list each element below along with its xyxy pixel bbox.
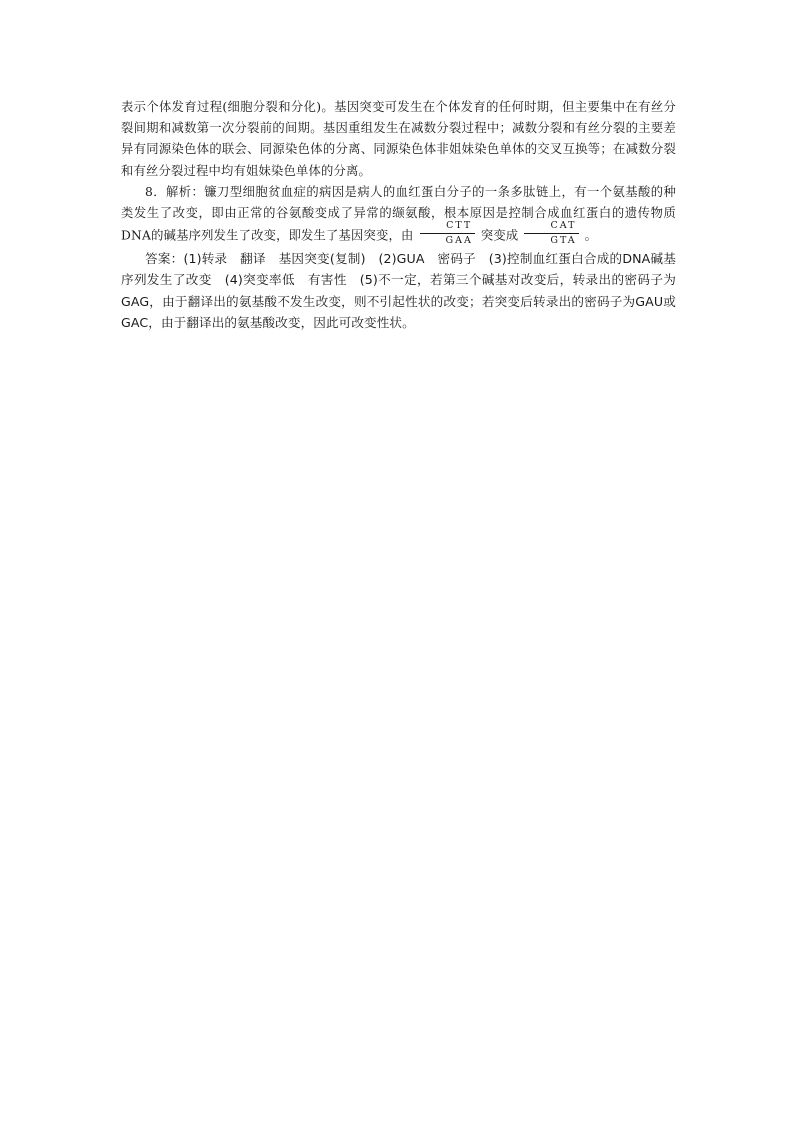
- explanation-text: 表示个体发育过程(细胞分裂和分化)。基因突变可发生在个体发育的任何时期，但主要集中在有丝分裂间期和减数第一次分裂前的间期。基因重组发生在减数分裂过程中；减数分裂和有丝分裂的主要差异有同源染色体的联会、同源染色体的分离、同源染色体非姐妹染色单体的交叉互换等；在减数分裂和有丝分裂过程中均有姐妹染色单体的分离。: [121, 100, 676, 178]
- dna-bottom-strand-mutated: GTA: [550, 234, 577, 246]
- dna-pair-original: [420, 221, 475, 245]
- dna-pair-mutated: [524, 221, 578, 245]
- document-body: [121, 97, 676, 333]
- dna-top-strand-mutated: CAT: [524, 221, 578, 234]
- explanation-paragraph: [121, 97, 676, 182]
- question-8-analysis: [121, 182, 676, 248]
- analysis-text: 8．解析：镰刀型细胞贫血症的病因是病人的血红蛋白分子的一条多肽链上，有一个氨基酸的种类发生了改变，即由正常的谷氨酸变成了异常的缬氨酸，根本原因是控制合成血红蛋白的遗传物质DNA的碱基序列发生了改变，即发生了基因突变，由: [121, 184, 676, 243]
- dna-bottom-strand-original: GAA: [445, 234, 473, 246]
- sentence-end: 。: [584, 228, 598, 243]
- dna-top-strand-original: CTT: [420, 221, 475, 234]
- answer-text: 答案：(1)转录 翻译 基因突变(复制) (2)GUA 密码子 (3)控制血红蛋白合成的DNA碱基序列发生了改变 (4)突变率低 有害性 (5)不一定，若第三个碱基对改变后，转录出的密码子为GAG，由于翻译出的氨基酸不发生改变，则不引起性状的改变；若突变后转录出的密码子为GAU或GAC，由于翻译出的氨基酸改变，因此可改变性状。: [121, 251, 676, 330]
- mutation-connector: 突变成: [480, 228, 519, 243]
- answer-paragraph: [121, 248, 676, 333]
